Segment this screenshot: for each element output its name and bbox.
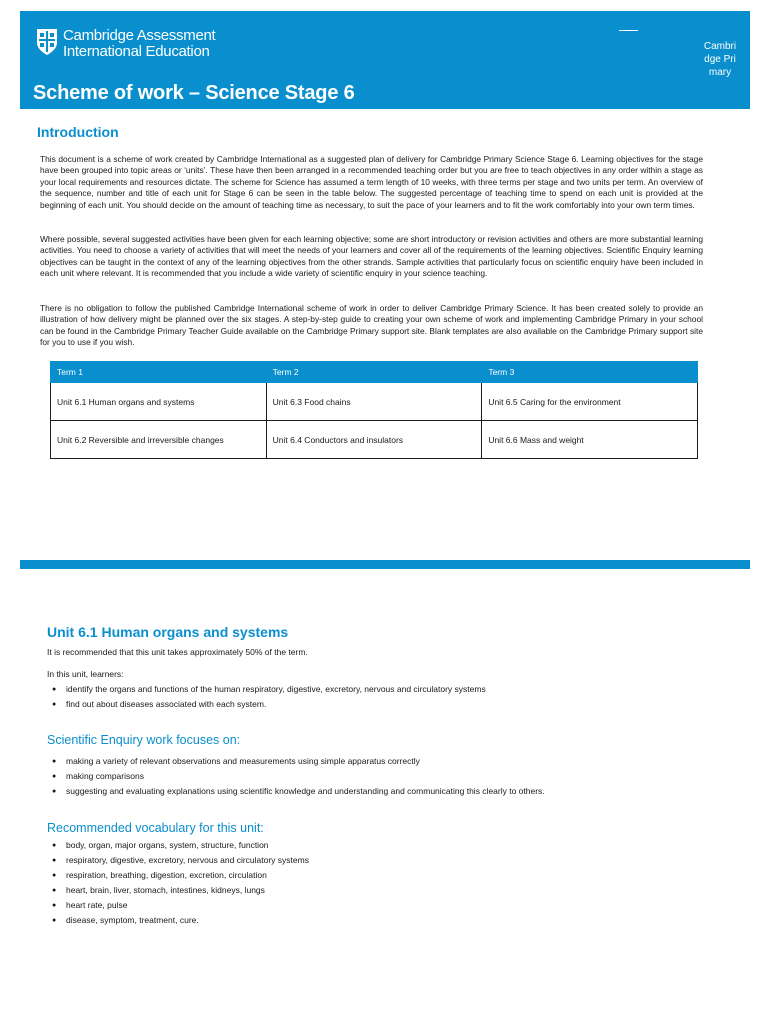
term-2-header: Term 2: [266, 362, 482, 383]
list-item: ● find out about diseases associated with each system.: [52, 697, 486, 712]
enquiry-list: [52, 754, 545, 799]
unit-time-note: It is recommended that this unit takes approximately 50% of the term.: [47, 647, 308, 657]
list-item: ● respiratory, digestive, excretory, nervous and circulatory systems: [52, 853, 309, 868]
learners-list: [52, 682, 486, 712]
table-cell: Unit 6.4 Conductors and insulators: [266, 421, 482, 459]
table-row: [51, 421, 698, 459]
table-cell: Unit 6.1 Human organs and systems: [51, 383, 267, 421]
vocab-list: [52, 838, 309, 928]
header-banner: [20, 11, 750, 109]
list-item: ● identify the organs and functions of the human respiratory, digestive, excretory, nervous and circulatory systems: [52, 682, 486, 697]
shield-crest-icon: [36, 28, 58, 56]
list-item: ● respiration, breathing, digestion, excretion, circulation: [52, 868, 309, 883]
intro-heading: Introduction: [37, 124, 119, 140]
list-item: ● suggesting and evaluating explanations using scientific knowledge and understanding and communicating this clearly to others.: [52, 784, 545, 799]
enquiry-heading: Scientific Enquiry work focuses on:: [47, 733, 241, 747]
vocab-heading: Recommended vocabulary for this unit:: [47, 821, 264, 835]
list-item: ● body, organ, major organs, system, structure, function: [52, 838, 309, 853]
terms-table-header-row: [51, 362, 698, 383]
intro-paragraph-3: There is no obligation to follow the published Cambridge International scheme of work in order to deliver Cambridge Primary Science. It has been created solely to provide an illustration of how delivery might be planned over the six stages. A step-by-step guide to creating your own scheme of work and implementing Cambridge Primary in your school can be found in the Cambridge Primary Teacher Guide available on the Cambridge Primary support site. Blank templates are also available on the Cambridge Primary support site for you to use if you wish.: [40, 303, 703, 348]
learners-intro: In this unit, learners:: [47, 669, 124, 679]
unit-heading: Unit 6.1 Human organs and systems: [47, 624, 289, 640]
list-item: ● heart, brain, liver, stomach, intestines, kidneys, lungs: [52, 883, 309, 898]
header-side-label: Cambridge Primary: [703, 41, 737, 78]
table-cell: Unit 6.3 Food chains: [266, 383, 482, 421]
list-item: ● making comparisons: [52, 769, 545, 784]
cambridge-logo: [36, 28, 215, 59]
table-cell: Unit 6.2 Reversible and irreversible changes: [51, 421, 267, 459]
org-name-line1: Cambridge Assessment: [63, 27, 216, 44]
term-1-header: Term 1: [51, 362, 267, 383]
terms-table: [50, 361, 698, 459]
intro-paragraph-1: This document is a scheme of work created by Cambridge International as a suggested plan of delivery for Cambridge Primary Science Stage 6. Learning objectives for the stage have been grouped into topic areas or ‘units’. These have then been arranged in a recommended teaching order but you are free to teach objectives in any order within a stage as your local requirements and resources dictate. The scheme for Science has assumed a term length of 10 weeks, with three terms per stage and two units per term. An overview of the sequence, number and title of each unit for Stage 6 can be seen in the table below. The suggested percentage of teaching time to spend on each unit is provided at the beginning of each unit. You should decide on the amount of teaching time as necessary, to suit the pace of your learners and to fit the work comfortably into your own term times.: [40, 154, 703, 210]
list-item: ● heart rate, pulse: [52, 898, 309, 913]
list-item: ● disease, symptom, treatment, cure.: [52, 913, 309, 928]
list-item: ● making a variety of relevant observations and measurements using simple apparatus correctly: [52, 754, 545, 769]
term-3-header: Term 3: [482, 362, 698, 383]
table-cell: Unit 6.6 Mass and weight: [482, 421, 698, 459]
page-divider-bar: [20, 560, 750, 569]
page-title: Scheme of work – Science Stage 6: [33, 82, 355, 104]
org-name-line2: International Education: [63, 42, 210, 60]
intro-paragraph-2: Where possible, several suggested activities have been given for each learning objective; some are short introductory or revision activities and others are more substantial learning activities. You need to choose a variety of activities that will meet the needs of your learners and cover all of the requirements of the learning objectives. Scientific Enquiry learning objectives can be taught in the context of any of the learning objectives from the other strands. Sample activities that particularly focus on scientific enquiry have been included in each unit where relevant. It is recommended that you include a wide variety of scientific enquiry in your science teaching.: [40, 234, 703, 279]
table-cell: Unit 6.5 Caring for the environment: [482, 383, 698, 421]
header-dash-divider: [619, 30, 638, 31]
table-row: [51, 383, 698, 421]
